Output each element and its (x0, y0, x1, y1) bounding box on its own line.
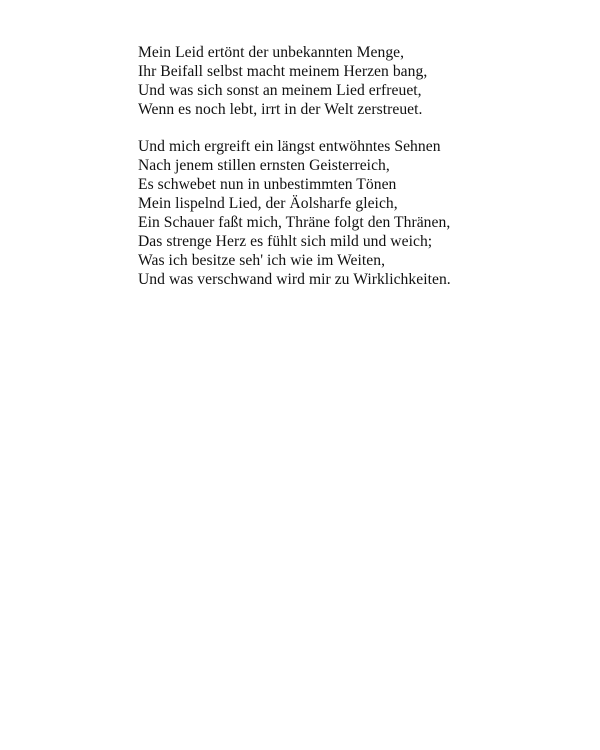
poem-line: Und was sich sonst an meinem Lied erfreuet, (138, 82, 422, 99)
poem-line: Ein Schauer faßt mich, Thräne folgt den Thränen, (138, 214, 451, 231)
poem-text (138, 43, 578, 289)
poem-line: Und mich ergreift ein längst entwöhntes Sehnen (138, 138, 441, 155)
poem-line: Ihr Beifall selbst macht meinem Herzen bang, (138, 63, 428, 80)
poem-line: Was ich besitze seh' ich wie im Weiten, (138, 252, 386, 269)
stanza (138, 137, 578, 289)
poem-line: Das strenge Herz es fühlt sich mild und weich; (138, 233, 433, 250)
poem-line: Nach jenem stillen ernsten Geisterreich, (138, 157, 390, 174)
poem-line: Es schwebet nun in unbestimmten Tönen (138, 176, 397, 193)
poem-line: Mein lispelnd Lied, der Äolsharfe gleich, (138, 195, 398, 212)
poem-line: Wenn es noch lebt, irrt in der Welt zerstreuet. (138, 101, 423, 118)
poem-line: Und was verschwand wird mir zu Wirklichkeiten. (138, 271, 451, 288)
stanza (138, 43, 578, 119)
poem-line: Mein Leid ertönt der unbekannten Menge, (138, 44, 405, 61)
